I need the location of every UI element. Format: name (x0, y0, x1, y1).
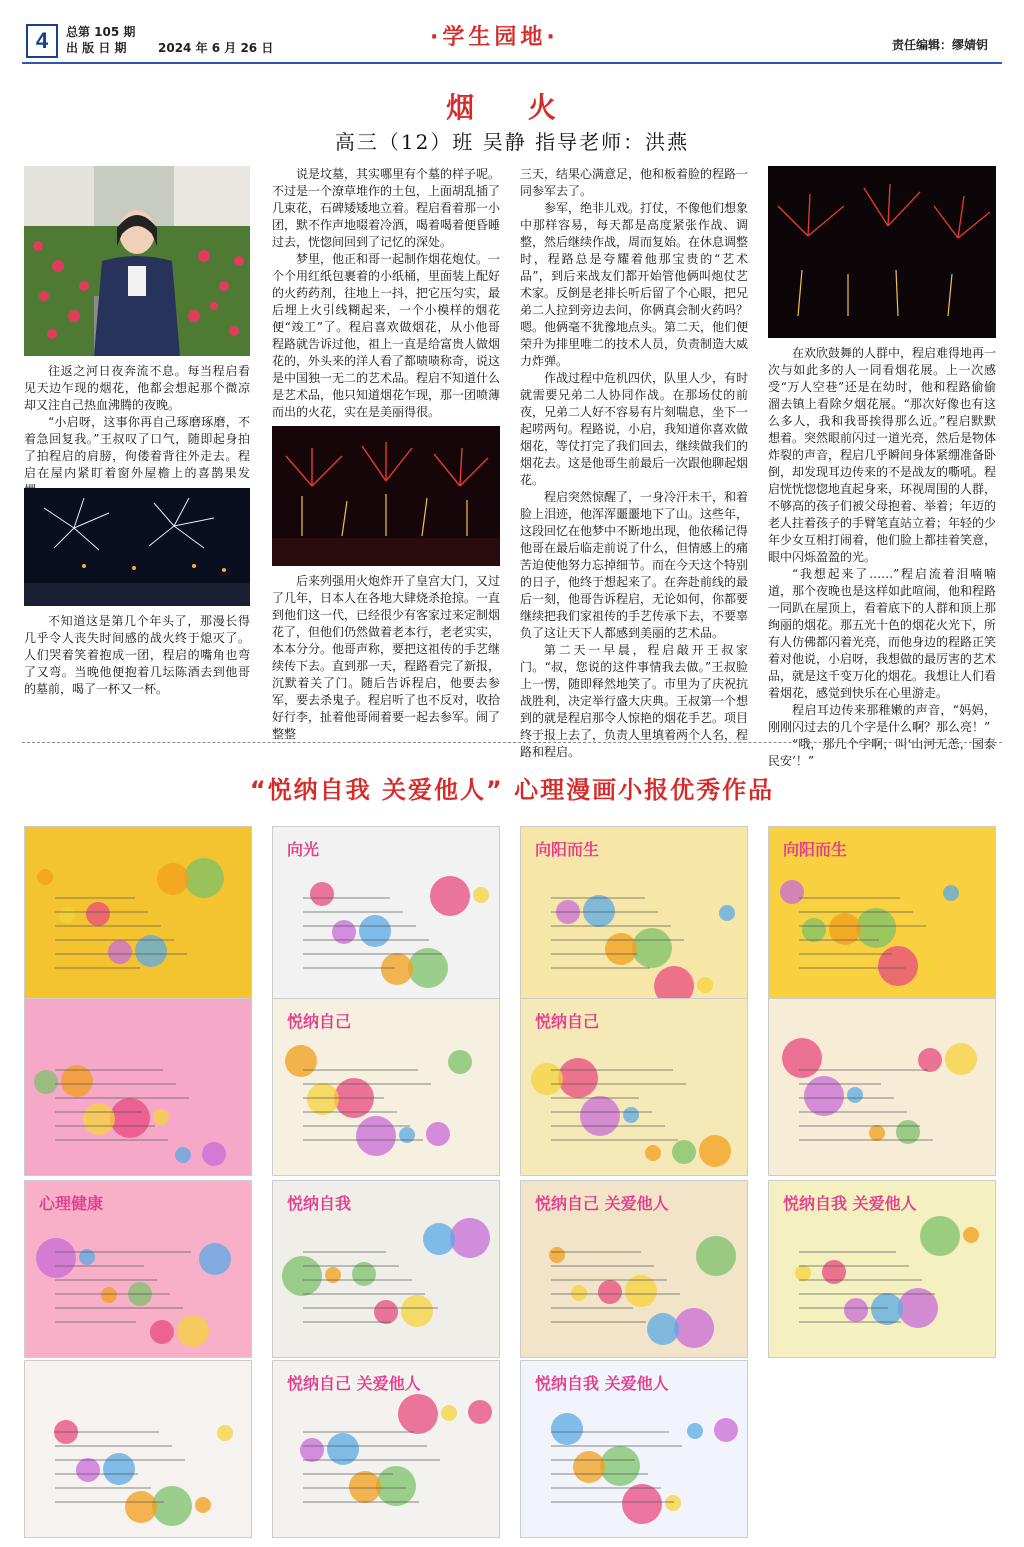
poster-illustration (769, 999, 995, 1175)
paragraph: “哦，那几个字啊，叫‘山河无恙，国泰民安’！” (768, 737, 996, 768)
poster-title: 悦纳自我 关爱他人 (783, 1194, 917, 1213)
article-column-2a (272, 166, 500, 421)
portrait-photo-image (24, 166, 250, 356)
poster-title: 悦纳自我 关爱他人 (535, 1374, 669, 1393)
poster-illustration (25, 999, 251, 1175)
poster-illustration (25, 827, 251, 1003)
poster-card (272, 1180, 500, 1358)
paragraph: 参军，绝非儿戏。打仗，不像他们想象中那样容易，每天都是高度紧张作战、调整，然后继续作战，周而复始。在休息调整时，程路总是夸耀着他那宝贵的“艺术品”，到后来战友们都开始管他俩叫炮仗艺术家。反倒是老排长听后留了个心眼，把兄弟二人拉到旁边去问，你俩真会制火药吗？嗯。他俩毫不犹豫地点头。第二天，他们便荣升为排里唯二的技术人员，负责制造大威力炸弹。 (520, 201, 749, 368)
poster-title: 悦纳自己 关爱他人 (287, 1374, 421, 1393)
page-header (0, 0, 1024, 66)
portrait-photo (24, 166, 250, 356)
article-column-1b (24, 613, 250, 698)
poster-title: 心理健康 (39, 1194, 104, 1213)
fireworks-photo-2 (272, 426, 500, 566)
paragraph: 梦里，他正和哥一起制作烟花炮仗。一个个用红纸包裹着的小纸桶，里面装上配好的火药药剂，往地上一抖，把它压匀实，最后埋上火引线糊起来，一个小模样的烟花便“竣工”了。程启喜欢做烟花，从小他哥程路就告诉过他，祖上一直是给富贵人做烟花的，外头来的洋人看了都啧啧称奇，说这是中国独一无二的艺术品。程启不知道什么是艺术品，他只知道烟花乍现，那一团喷薄而出的火花，实在是美丽得很。 (272, 252, 501, 419)
paragraph: 在欢欣鼓舞的人群中，程启难得地再一次与如此多的人一同看烟花展。上一次感受“万人空巷”还是在幼时，他和程路偷偷溜去镇上看除夕烟花展。“那次好像也有这么多人，我和我哥挨得那么近。”程启默默想着。突然眼前闪过一道光亮，然后是物体炸裂的声音，程启几乎瞬间身体紧绷准备卧倒，却发现耳边传来的不是战友的嘶吼。程启恍恍惚惚地直起身来，环视周围的人群，不够高的孩子们被父母抱着、举着；年迈的老人拄着孩子的手臂笔直站立着；年轻的少年少女互相打闹着，他们脸上都挂着笑意，眼中闪烁盈盈的光。 (768, 346, 997, 564)
article-column-1a (24, 363, 250, 499)
paragraph: 程启突然惊醒了，一身冷汗未干，和着脸上泪迹，他浑浑噩噩地下了山。这些年，这段回忆在他梦中不断地出现，他依稀记得他哥在最后临走前说了什么，但情感上的痛苦迫使他努力忘掉细节。而在今天这个特别的日子，他终于想起来了。在奔赴前线的最后一刻，他哥告诉程启，无论如何，你都要继续把我们家祖传的手艺传承下去，不要辜负了这让天下人都感到美丽的艺术品。 (520, 490, 749, 640)
paragraph: 三天，结果心满意足，他和板着脸的程路一同参军去了。 (520, 167, 749, 198)
paragraph: 第二天一早晨，程启敲开王叔家门。“叔，您说的这件事情我去做。”王叔脸上一愣，随即释然地笑了。市里为了庆祝抗战胜利，决定举行盛大庆典。王叔第一个想到的就是程启那令人惊艳的烟花手艺。项目终于报上去了，负责人里填着两个人名，程路和程启。 (520, 643, 749, 759)
editor-credit: 责任编辑：缪婧钥 (891, 38, 988, 52)
poster-title: 向光 (287, 840, 320, 859)
poster-card (24, 1360, 252, 1538)
paragraph: 作战过程中危机四伏，队里人少，有时就需要兄弟二人协同作战。在那场仗的前夜，兄弟二人好不容易有片刻喘息，坐下一起唠两句。程路说，小启，我知道你喜欢做烟花，等仗打完了我们回去，继续做我们的烟花去。这是他哥生前最后一次跟他聊起烟花。 (520, 371, 749, 487)
paragraph: 往返之河日夜奔流不息。每当程启看见天边乍现的烟花，他都会想起那个微凉却又注自己热血沸腾的夜晚。 (24, 364, 250, 412)
fireworks-image (272, 426, 500, 566)
poster-card (272, 1360, 500, 1538)
article-column-2b (272, 573, 500, 743)
poster-card (768, 1180, 996, 1358)
article-column-3 (520, 166, 748, 761)
header-rule (22, 62, 1002, 64)
issue-info (66, 24, 135, 56)
paragraph: 不知道这是第几个年头了，那漫长得几乎令人丧失时间感的战火终于熄灭了。人们哭着笑着抱成一团，程启的嘴角也弯了又弯。当晚他便抱着几坛陈酒去到他哥的墓前，喝了一杯又一杯。 (24, 614, 250, 696)
poster-card (520, 1180, 748, 1358)
fireworks-image (24, 488, 250, 606)
paragraph: 后来列强用火炮炸开了皇宫大门，又过了几年，日本人在各地大肆烧杀抢掠。一直到他们这一代，已经很少有客家过来定制烟花了，但他们仍然做着老本行，老老实实，本本分分。他哥声称，要把这祖传的手艺继续传下去。直到那一天，程路看完了新报，沉默着关了门。随后告诉程启，他要去参军，要去杀鬼子。程启听了也不反对，收拾好行李，扯着他哥闹着要一起去参军。闹了整整 (272, 574, 501, 741)
poster-card (520, 826, 748, 1004)
section-divider (22, 742, 1002, 743)
poster-card (768, 998, 996, 1176)
page-number: 4 (26, 24, 58, 58)
poster-card (768, 826, 996, 1004)
issue-label: 总第 105 期 (66, 25, 136, 39)
fireworks-photo-3 (768, 166, 996, 338)
paragraph: “小启呀，这事你再自己琢磨琢磨，不着急回复我。”王叔叹了口气，随即起身拍了拍程启的肩膀，佝偻着背往外走去。程启在屋内紧盯着窗外屋檐上的喜鹊果发 (24, 415, 250, 480)
poster-title: 向阳而生 (535, 840, 600, 859)
section-title: ·学生园地· (430, 25, 559, 50)
poster-card (520, 998, 748, 1176)
poster-card (520, 1360, 748, 1538)
article-title: 烟 火 (446, 91, 578, 124)
article-byline: 高三（12）班 吴静 指导老师：洪燕 (334, 130, 690, 154)
fireworks-image (768, 166, 996, 338)
article-column-4 (768, 345, 996, 770)
fireworks-photo-1 (24, 488, 250, 606)
poster-title: 悦纳自己 关爱他人 (535, 1194, 669, 1213)
poster-card (24, 1180, 252, 1358)
poster-title: 向阳而生 (783, 840, 848, 859)
poster-card (24, 998, 252, 1176)
issue-date: 2024 年 6 月 26 日 (158, 41, 274, 55)
paragraph: 说是坟墓，其实哪里有个墓的样子呢。不过是一个潦草堆作的土包，上面胡乱插了几束花，石碑矮矮地立着。程启看着那一小团，默不作声地啜着冷酒，喝着喝着便昏睡过去，恍惚间回到了记忆的深处。 (272, 167, 501, 249)
poster-card (24, 826, 252, 1004)
paragraph: “我想起来了……”程启流着泪喃喃道，那个夜晚也是这样如此喧闹，他和程路一同趴在屋顶上，看着底下的人群和顶上那绚丽的烟花。那五光十色的烟花火光下，所有人仿佛都闪着光亮，而他身边的程路正笑着对他说，小启呀，我想做的最厉害的艺术品，就是这千变万化的烟花。我想让人们看着烟花，感觉到快乐在心里游走。 (768, 567, 997, 700)
poster-title: 悦纳自己 (535, 1012, 600, 1031)
poster-title: 悦纳自己 (287, 1012, 352, 1031)
poster-illustration (25, 1361, 251, 1537)
date-label: 出 版 日 期 (66, 41, 127, 55)
poster-card (272, 998, 500, 1176)
poster-title: 悦纳自我 (287, 1194, 352, 1213)
paragraph: 程启耳边传来那稚嫩的声音，“妈妈，刚刚闪过去的几个字是什么啊？那么亮！” (768, 703, 996, 734)
poster-card (272, 826, 500, 1004)
gallery-title: “悦纳自我 关爱他人” 心理漫画小报优秀作品 (249, 776, 775, 804)
